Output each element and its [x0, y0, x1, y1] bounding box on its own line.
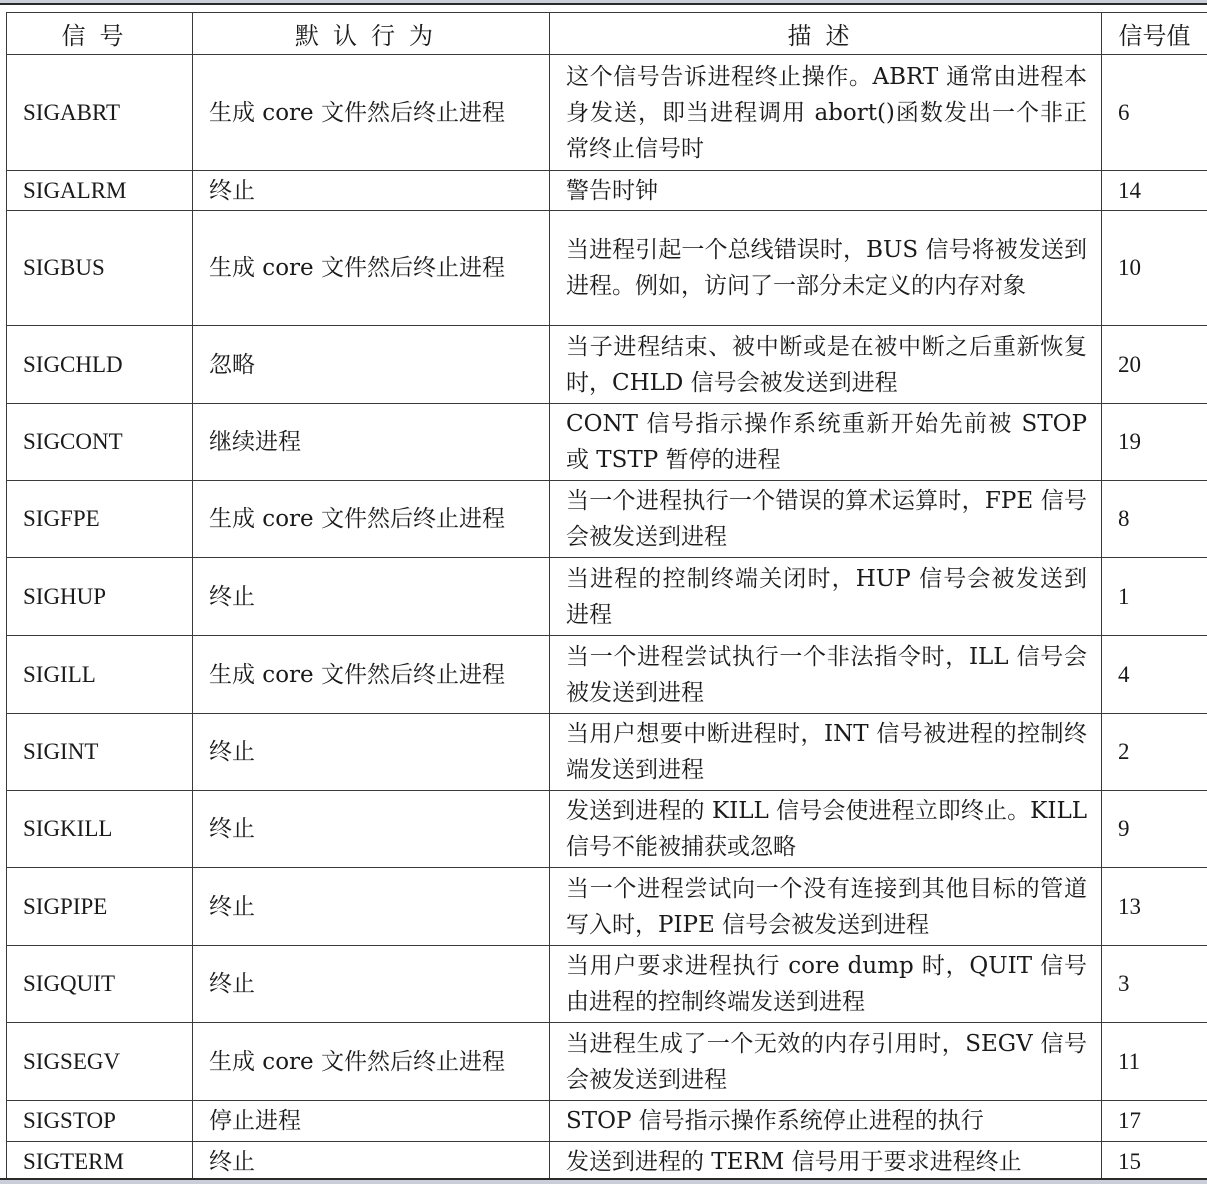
signal-name: SIGCHLD — [7, 326, 193, 404]
header-description: 描述 — [550, 13, 1102, 55]
default-action: 终止 — [193, 946, 550, 1023]
signal-value: 10 — [1102, 211, 1207, 326]
signal-name: SIGKILL — [7, 791, 193, 868]
description: 当子进程结束、被中断或是在被中断之后重新恢复时，CHLD 信号会被发送到进程 — [550, 326, 1102, 404]
table-row — [7, 714, 1207, 791]
signal-name: SIGSEGV — [7, 1023, 193, 1101]
default-action: 终止 — [193, 558, 550, 636]
default-action: 终止 — [193, 1142, 550, 1182]
description: 这个信号告诉进程终止操作。ABRT 通常由进程本身发送，即当进程调用 abort()函数发出一个非正常终止信号时 — [550, 55, 1102, 171]
default-action: 终止 — [193, 791, 550, 868]
table-header — [7, 13, 1207, 55]
default-action: 停止进程 — [193, 1101, 550, 1142]
header-signal-value: 信号值 — [1102, 13, 1207, 55]
default-action: 继续进程 — [193, 404, 550, 481]
signal-name: SIGSTOP — [7, 1101, 193, 1142]
table-row — [7, 946, 1207, 1023]
header-signal-name: 信号 — [7, 13, 193, 55]
signal-name: SIGBUS — [7, 211, 193, 326]
table-row — [7, 326, 1207, 404]
signal-value: 6 — [1102, 55, 1207, 171]
description: 警告时钟 — [550, 171, 1102, 211]
top-rule — [0, 0, 1207, 5]
table-row — [7, 211, 1207, 326]
signal-name: SIGILL — [7, 636, 193, 714]
signal-value: 9 — [1102, 791, 1207, 868]
table-row — [7, 868, 1207, 946]
bottom-rule — [0, 1178, 1207, 1184]
signal-name: SIGQUIT — [7, 946, 193, 1023]
table-row — [7, 1023, 1207, 1101]
description: STOP 信号指示操作系统停止进程的执行 — [550, 1101, 1102, 1142]
signal-name: SIGHUP — [7, 558, 193, 636]
table-row — [7, 171, 1207, 211]
table-row — [7, 1142, 1207, 1182]
table-row — [7, 1101, 1207, 1142]
default-action: 忽略 — [193, 326, 550, 404]
default-action: 生成 core 文件然后终止进程 — [193, 636, 550, 714]
description: 发送到进程的 TERM 信号用于要求进程终止 — [550, 1142, 1102, 1182]
signal-name: SIGFPE — [7, 481, 193, 558]
description: 当一个进程尝试执行一个非法指令时，ILL 信号会被发送到进程 — [550, 636, 1102, 714]
table-row — [7, 636, 1207, 714]
signal-table — [6, 12, 1207, 1182]
default-action: 终止 — [193, 714, 550, 791]
description: CONT 信号指示操作系统重新开始先前被 STOP 或 TSTP 暂停的进程 — [550, 404, 1102, 481]
default-action: 终止 — [193, 868, 550, 946]
signal-name: SIGINT — [7, 714, 193, 791]
description: 当进程引起一个总线错误时，BUS 信号将被发送到进程。例如，访问了一部分未定义的内存对象 — [550, 211, 1102, 326]
table-row — [7, 558, 1207, 636]
signal-name: SIGABRT — [7, 55, 193, 171]
description: 当一个进程尝试向一个没有连接到其他目标的管道写入时，PIPE 信号会被发送到进程 — [550, 868, 1102, 946]
table-row — [7, 404, 1207, 481]
signal-name: SIGALRM — [7, 171, 193, 211]
header-default-action: 默认行为 — [193, 13, 550, 55]
signal-value: 17 — [1102, 1101, 1207, 1142]
description: 当一个进程执行一个错误的算术运算时，FPE 信号会被发送到进程 — [550, 481, 1102, 558]
table-body — [7, 55, 1207, 1182]
signal-name: SIGCONT — [7, 404, 193, 481]
signal-name: SIGTERM — [7, 1142, 193, 1182]
signal-value: 3 — [1102, 946, 1207, 1023]
signal-value: 1 — [1102, 558, 1207, 636]
signal-value: 14 — [1102, 171, 1207, 211]
signal-value: 20 — [1102, 326, 1207, 404]
description: 当进程生成了一个无效的内存引用时，SEGV 信号会被发送到进程 — [550, 1023, 1102, 1101]
signal-name: SIGPIPE — [7, 868, 193, 946]
description: 当用户想要中断进程时，INT 信号被进程的控制终端发送到进程 — [550, 714, 1102, 791]
default-action: 生成 core 文件然后终止进程 — [193, 1023, 550, 1101]
signal-value: 15 — [1102, 1142, 1207, 1182]
signal-value: 19 — [1102, 404, 1207, 481]
signal-value: 4 — [1102, 636, 1207, 714]
signal-value: 13 — [1102, 868, 1207, 946]
description: 当用户要求进程执行 core dump 时，QUIT 信号由进程的控制终端发送到进程 — [550, 946, 1102, 1023]
table-row — [7, 481, 1207, 558]
signal-value: 11 — [1102, 1023, 1207, 1101]
default-action: 生成 core 文件然后终止进程 — [193, 481, 550, 558]
signal-value: 2 — [1102, 714, 1207, 791]
header-row — [7, 13, 1207, 55]
default-action: 生成 core 文件然后终止进程 — [193, 55, 550, 171]
table-row — [7, 55, 1207, 171]
signal-value: 8 — [1102, 481, 1207, 558]
description: 当进程的控制终端关闭时，HUP 信号会被发送到进程 — [550, 558, 1102, 636]
table-row — [7, 791, 1207, 868]
default-action: 生成 core 文件然后终止进程 — [193, 211, 550, 326]
default-action: 终止 — [193, 171, 550, 211]
description: 发送到进程的 KILL 信号会使进程立即终止。KILL 信号不能被捕获或忽略 — [550, 791, 1102, 868]
